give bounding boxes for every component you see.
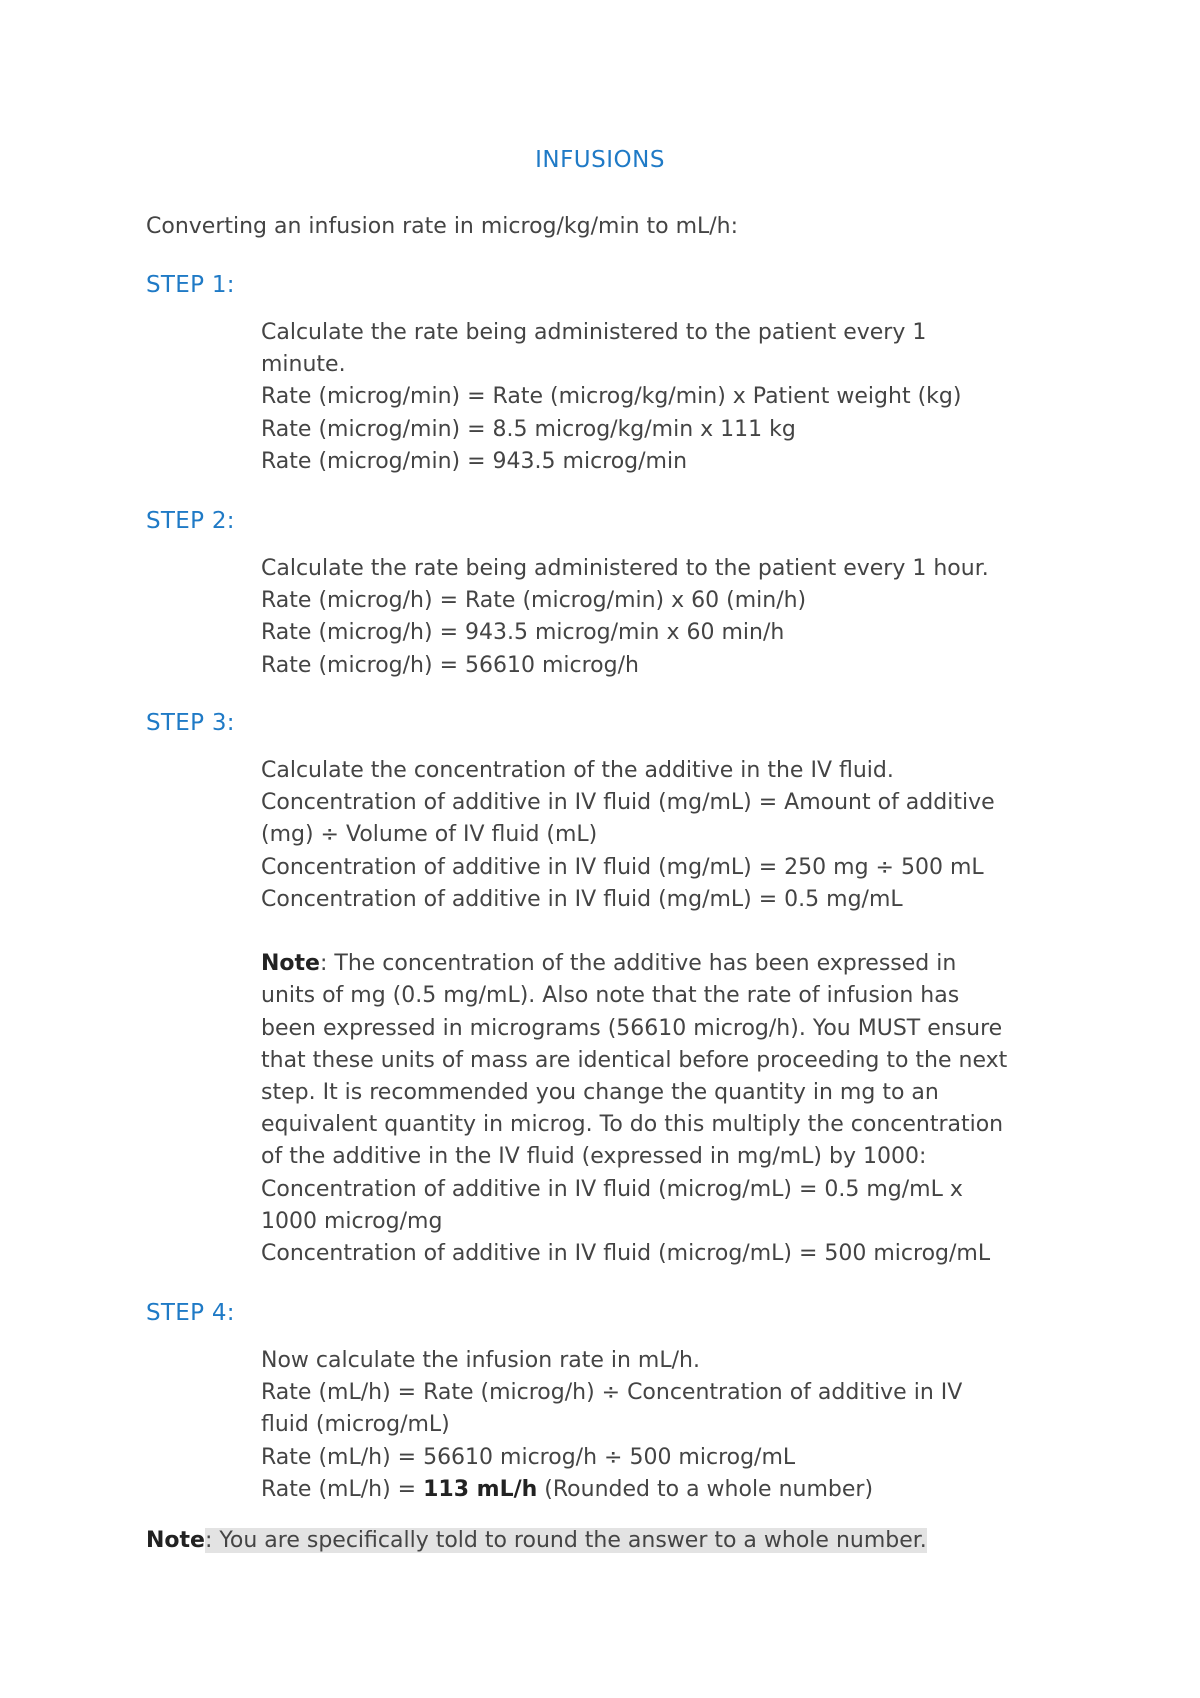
step-4-result-line xyxy=(261,1474,1061,1506)
note-label: Note xyxy=(261,951,320,977)
document-title: INFUSIONS xyxy=(535,147,665,173)
result-suffix: (Rounded to a whole number) xyxy=(537,1476,874,1502)
step-3-line: Calculate the concentration of the additive in the IV fluid. xyxy=(261,758,894,783)
step-2-line: Rate (microg/h) = Rate (microg/min) x 60 (min/h) xyxy=(261,588,807,614)
step-3-note-line: step. It is recommended you change the quantity in mg to an xyxy=(261,1080,939,1106)
step-3-note-line: of the additive in the IV fluid (expressed in mg/mL) by 1000: xyxy=(261,1144,927,1170)
step-4-heading: STEP 4: xyxy=(146,1300,235,1326)
step-4-line: fluid (microg/mL) xyxy=(261,1412,450,1438)
step-3-line: Concentration of additive in IV fluid (mg/mL) = 0.5 mg/mL xyxy=(261,886,903,912)
step-3-note-line: Concentration of additive in IV fluid (microg/mL) = 0.5 mg/mL x xyxy=(261,1176,963,1202)
step-3-body xyxy=(261,755,1061,1270)
final-note xyxy=(146,1528,927,1553)
step-3-heading: STEP 3: xyxy=(146,710,235,736)
note-text: : The concentration of the additive has been expressed in xyxy=(319,951,957,977)
step-2-line: Calculate the rate being administered to the patient every 1 hour. xyxy=(261,556,989,581)
step-3-note-line: equivalent quantity in microg. To do this multiply the concentration xyxy=(261,1112,1004,1138)
step-1-line: Calculate the rate being administered to the patient every 1 xyxy=(261,320,927,345)
step-3-note-line xyxy=(261,948,1061,980)
step-3-line: Concentration of additive in IV fluid (mg/mL) = 250 mg ÷ 500 mL xyxy=(261,854,984,880)
step-1-line: Rate (microg/min) = 943.5 microg/min xyxy=(261,448,688,474)
step-1-line: Rate (microg/min) = 8.5 microg/kg/min x 111 kg xyxy=(261,416,796,442)
step-2-line: Rate (microg/h) = 56610 microg/h xyxy=(261,652,639,678)
step-3-note-line: 1000 microg/mg xyxy=(261,1208,443,1234)
step-4-line: Rate (mL/h) = Rate (microg/h) ÷ Concentration of additive in IV xyxy=(261,1380,963,1406)
step-2-line: Rate (microg/h) = 943.5 microg/min x 60 min/h xyxy=(261,620,785,646)
step-1-heading: STEP 1: xyxy=(146,272,235,298)
result-prefix: Rate (mL/h) = xyxy=(261,1476,424,1502)
step-3-note-line: been expressed in micrograms (56610 microg/h). You MUST ensure xyxy=(261,1015,1003,1041)
intro-text: Converting an infusion rate in microg/kg/min to mL/h: xyxy=(146,214,739,239)
step-3-line: Concentration of additive in IV fluid (mg/mL) = Amount of additive xyxy=(261,790,995,816)
step-4-line: Rate (mL/h) = 56610 microg/h ÷ 500 microg/mL xyxy=(261,1444,796,1470)
step-1-line: minute. xyxy=(261,352,346,378)
step-2-heading: STEP 2: xyxy=(146,508,235,534)
step-1-body xyxy=(261,317,1061,478)
blank-line xyxy=(261,916,1061,948)
final-note-label: Note xyxy=(146,1528,205,1553)
step-3-line: (mg) ÷ Volume of IV fluid (mL) xyxy=(261,822,598,848)
step-4-line: Now calculate the infusion rate in mL/h. xyxy=(261,1348,700,1373)
result-value: 113 mL/h xyxy=(423,1476,538,1502)
step-2-body xyxy=(261,553,1061,682)
step-1-line: Rate (microg/min) = Rate (microg/kg/min) x Patient weight (kg) xyxy=(261,384,962,410)
step-3-note-line: units of mg (0.5 mg/mL). Also note that the rate of infusion has xyxy=(261,983,960,1009)
step-3-note-line: that these units of mass are identical before proceeding to the next xyxy=(261,1047,1008,1073)
step-3-note-line: Concentration of additive in IV fluid (microg/mL) = 500 microg/mL xyxy=(261,1241,991,1267)
step-4-body xyxy=(261,1345,1061,1506)
final-note-text: : You are specifically told to round the answer to a whole number. xyxy=(204,1528,927,1553)
